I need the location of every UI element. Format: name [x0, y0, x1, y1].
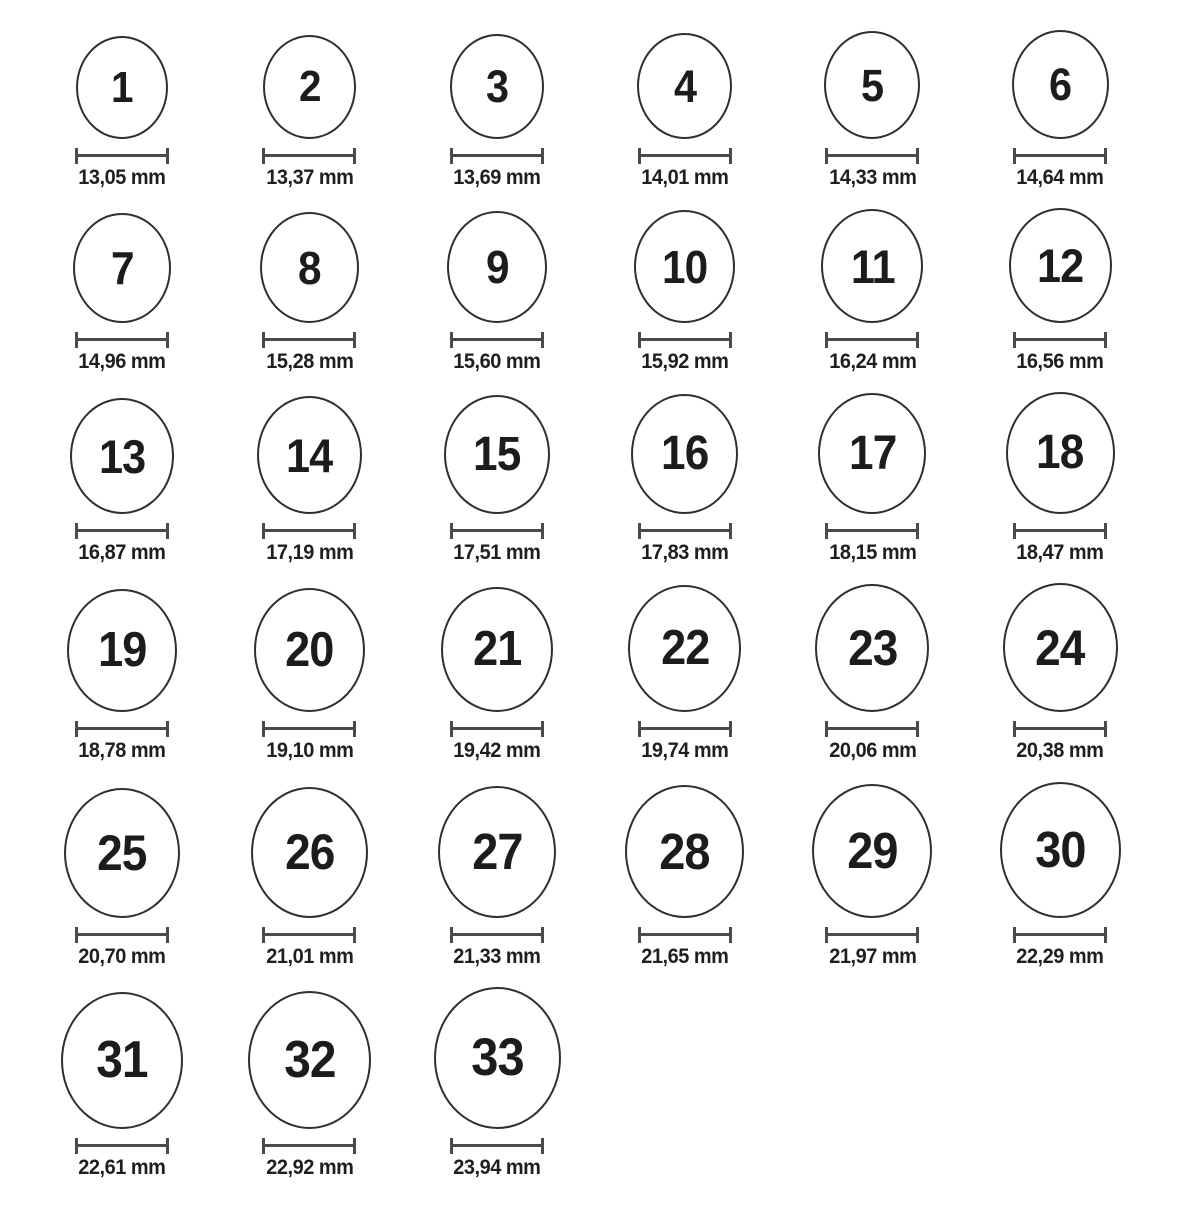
- diameter-measure-line: [75, 523, 169, 539]
- ring-size-item-30: [966, 782, 1154, 969]
- ring-size-number: 23: [847, 620, 898, 677]
- diameter-measure-line: [262, 1138, 356, 1154]
- ring-size-number: 5: [861, 59, 884, 111]
- ring-size-item-7: [28, 213, 216, 374]
- ring-circle: [438, 786, 556, 918]
- ring-size-item-33: [403, 987, 591, 1180]
- diameter-label: 18,78 mm: [78, 739, 166, 763]
- diameter-measure-line: [262, 148, 356, 164]
- diameter-measure-line: [75, 721, 169, 737]
- diameter-measure-line: [825, 332, 919, 348]
- ring-size-number: 2: [298, 62, 321, 111]
- ring-size-item-9: [403, 211, 591, 374]
- diameter-label: 18,47 mm: [1016, 541, 1104, 565]
- diameter-measure-line: [450, 1138, 544, 1154]
- ring-circle: [248, 991, 371, 1129]
- diameter-label: 22,61 mm: [78, 1155, 166, 1179]
- ring-size-number: 24: [1035, 619, 1085, 676]
- ring-size-number: 31: [96, 1031, 148, 1090]
- ring-circle: [444, 395, 550, 514]
- ring-size-number: 8: [298, 241, 321, 294]
- diameter-measure-line: [262, 927, 356, 943]
- chart-row: [28, 392, 1154, 565]
- diameter-label: 17,51 mm: [453, 541, 541, 565]
- ring-circle: [625, 785, 744, 918]
- diameter-measure-line: [825, 523, 919, 539]
- ring-size-item-29: [779, 784, 967, 969]
- ring-size-number: 14: [286, 428, 333, 482]
- diameter-label: 20,06 mm: [828, 739, 917, 763]
- ring-circle: [1012, 30, 1109, 139]
- diameter-measure-line: [1013, 927, 1107, 943]
- diameter-measure-line: [638, 927, 732, 943]
- diameter-measure-line: [262, 332, 356, 348]
- diameter-label: 16,24 mm: [828, 350, 917, 374]
- ring-circle: [447, 211, 547, 323]
- ring-size-number: 33: [470, 1028, 524, 1088]
- diameter-label: 15,92 mm: [641, 350, 729, 374]
- ring-circle: [434, 987, 561, 1129]
- chart-row: [28, 987, 1154, 1180]
- ring-circle: [637, 33, 732, 139]
- ring-circle: [821, 209, 923, 323]
- diameter-measure-line: [75, 927, 169, 943]
- ring-size-item-12: [966, 208, 1154, 374]
- ring-size-item-1: [28, 36, 216, 190]
- diameter-label: 21,97 mm: [828, 944, 917, 968]
- diameter-measure-line: [638, 721, 732, 737]
- diameter-label: 21,65 mm: [641, 944, 729, 968]
- ring-circle: [812, 784, 932, 918]
- ring-size-item-16: [591, 394, 779, 565]
- chart-row: [28, 30, 1154, 190]
- diameter-label: 20,70 mm: [78, 944, 166, 968]
- diameter-label: 14,64 mm: [1016, 166, 1104, 189]
- ring-size-item-2: [216, 35, 404, 190]
- ring-circle: [441, 587, 553, 712]
- ring-size-item-17: [779, 393, 967, 565]
- ring-size-number: 29: [847, 822, 898, 880]
- diameter-measure-line: [1013, 148, 1107, 164]
- ring-size-item-28: [591, 785, 779, 969]
- diameter-measure-line: [450, 148, 544, 164]
- diameter-label: 13,37 mm: [265, 166, 354, 189]
- diameter-label: 23,94 mm: [453, 1155, 541, 1179]
- ring-size-number: 10: [662, 240, 708, 293]
- ring-size-number: 21: [472, 622, 522, 677]
- diameter-measure-line: [262, 523, 356, 539]
- ring-circle: [1003, 583, 1118, 712]
- diameter-label: 20,38 mm: [1016, 739, 1104, 763]
- diameter-label: 14,96 mm: [78, 350, 166, 374]
- ring-circle: [1006, 392, 1115, 514]
- ring-size-number: 28: [659, 822, 710, 880]
- diameter-label: 21,33 mm: [453, 944, 541, 968]
- diameter-measure-line: [1013, 332, 1107, 348]
- diameter-measure-line: [1013, 523, 1107, 539]
- ring-size-item-5: [779, 31, 967, 190]
- ring-circle: [815, 584, 929, 712]
- ring-circle: [73, 213, 171, 323]
- diameter-measure-line: [450, 721, 544, 737]
- diameter-measure-line: [450, 927, 544, 943]
- ring-size-item-26: [216, 787, 404, 969]
- ring-size-number: 30: [1034, 821, 1086, 879]
- diameter-measure-line: [75, 1138, 169, 1154]
- ring-circle: [257, 396, 362, 514]
- ring-size-item-3: [403, 34, 591, 190]
- ring-size-number: 22: [660, 621, 709, 676]
- ring-size-item-31: [28, 992, 216, 1180]
- ring-size-number: 16: [661, 427, 709, 481]
- ring-size-item-22: [591, 585, 779, 763]
- ring-circle: [251, 787, 368, 918]
- ring-size-number: 19: [97, 623, 146, 678]
- diameter-label: 22,29 mm: [1016, 944, 1104, 968]
- ring-size-number: 17: [848, 426, 897, 480]
- ring-size-item-14: [216, 396, 404, 565]
- ring-circle: [631, 394, 738, 514]
- ring-size-number: 9: [485, 241, 509, 294]
- ring-circle: [818, 393, 926, 514]
- ring-size-number: 11: [850, 239, 895, 293]
- ring-circle: [70, 398, 174, 514]
- diameter-measure-line: [75, 148, 169, 164]
- diameter-measure-line: [825, 927, 919, 943]
- diameter-measure-line: [450, 523, 544, 539]
- diameter-label: 16,87 mm: [78, 541, 166, 565]
- ring-size-item-25: [28, 788, 216, 969]
- ring-size-item-11: [779, 209, 967, 374]
- ring-size-item-27: [403, 786, 591, 969]
- ring-size-number: 3: [486, 61, 509, 112]
- diameter-measure-line: [75, 332, 169, 348]
- ring-size-item-20: [216, 588, 404, 763]
- ring-circle: [450, 34, 544, 139]
- diameter-label: 19,74 mm: [641, 739, 729, 763]
- diameter-label: 15,60 mm: [453, 350, 541, 374]
- diameter-measure-line: [825, 148, 919, 164]
- diameter-measure-line: [825, 721, 919, 737]
- ring-size-item-23: [779, 584, 967, 763]
- ring-size-number: 13: [98, 429, 145, 483]
- ring-size-number: 18: [1036, 426, 1084, 480]
- ring-circle: [76, 36, 168, 139]
- ring-size-item-13: [28, 398, 216, 565]
- ring-size-item-19: [28, 589, 216, 763]
- diameter-measure-line: [638, 332, 732, 348]
- ring-size-number: 7: [110, 242, 134, 295]
- diameter-label: 21,01 mm: [265, 944, 354, 968]
- diameter-label: 19,10 mm: [265, 739, 354, 763]
- ring-size-number: 27: [471, 823, 523, 881]
- ring-size-number: 6: [1049, 59, 1072, 110]
- ring-size-item-18: [966, 392, 1154, 565]
- ring-circle: [824, 31, 920, 139]
- ring-circle: [64, 788, 180, 918]
- ring-circle: [1000, 782, 1121, 918]
- ring-size-number: 4: [673, 60, 696, 112]
- ring-size-item-24: [966, 583, 1154, 763]
- chart-row: [28, 208, 1154, 374]
- ring-circle: [260, 212, 359, 323]
- diameter-label: 14,01 mm: [641, 166, 729, 189]
- diameter-label: 15,28 mm: [265, 350, 354, 374]
- ring-circle: [61, 992, 183, 1129]
- ring-size-item-32: [216, 991, 404, 1180]
- ring-size-number: 26: [284, 824, 335, 881]
- diameter-label: 18,15 mm: [828, 541, 917, 565]
- ring-circle: [628, 585, 741, 712]
- diameter-label: 13,05 mm: [78, 166, 166, 189]
- ring-circle: [254, 588, 365, 712]
- diameter-label: 19,42 mm: [453, 739, 541, 763]
- ring-size-number: 1: [111, 62, 133, 112]
- ring-circle: [1009, 208, 1112, 323]
- diameter-label: 17,19 mm: [265, 541, 354, 565]
- ring-size-item-15: [403, 395, 591, 565]
- diameter-measure-line: [638, 523, 732, 539]
- ring-size-number: 20: [285, 622, 334, 677]
- diameter-label: 13,69 mm: [453, 166, 541, 189]
- ring-size-item-21: [403, 587, 591, 763]
- ring-size-item-8: [216, 212, 404, 374]
- diameter-label: 14,33 mm: [828, 166, 917, 189]
- ring-circle: [634, 210, 735, 323]
- ring-size-item-6: [966, 30, 1154, 190]
- diameter-label: 16,56 mm: [1016, 350, 1104, 374]
- ring-size-item-10: [591, 210, 779, 374]
- ring-size-number: 25: [97, 824, 147, 881]
- diameter-label: 17,83 mm: [641, 541, 729, 565]
- ring-size-chart: [28, 30, 1154, 1180]
- diameter-measure-line: [262, 721, 356, 737]
- ring-circle: [67, 589, 177, 712]
- diameter-measure-line: [638, 148, 732, 164]
- ring-circle: [263, 35, 356, 139]
- chart-row: [28, 782, 1154, 969]
- diameter-measure-line: [1013, 721, 1107, 737]
- diameter-label: 22,92 mm: [265, 1155, 354, 1179]
- ring-size-number: 32: [283, 1030, 336, 1089]
- ring-size-number: 12: [1036, 239, 1084, 293]
- diameter-measure-line: [450, 332, 544, 348]
- chart-row: [28, 583, 1154, 763]
- ring-size-item-4: [591, 33, 779, 190]
- ring-size-number: 15: [473, 427, 521, 481]
